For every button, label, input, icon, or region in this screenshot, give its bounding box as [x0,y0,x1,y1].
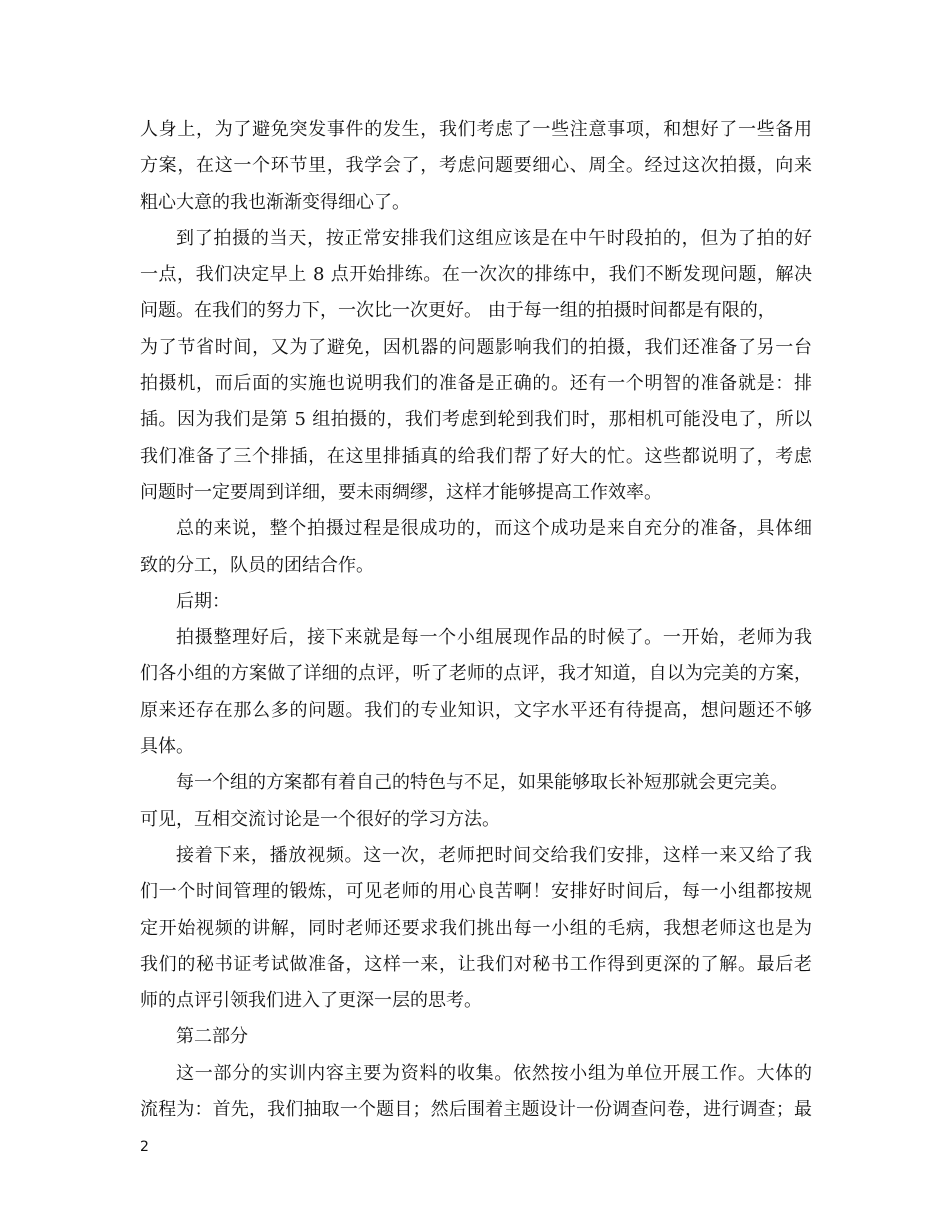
text-line: 粗心大意的我也渐渐变得细心了。 [140,191,410,213]
text-line: 到了拍摄的当天，按正常安排我们这组应该是在中午时段拍的，但为了拍的好 [176,227,812,249]
text-line: 们各小组的方案做了详细的点评，听了老师的点评，我才知道，自以为完美的方案， [140,663,812,685]
text-line: 为了节省时间，又为了避免，因机器的问题影响我们的拍摄，我们还准备了另一台 [140,336,812,358]
text-line: 拍摄机，而后面的实施也说明我们的准备是正确的。还有一个明智的准备就是：排 [140,373,812,395]
text-line: 我们准备了三个排插，在这里排插真的给我们帮了好大的忙。这些都说明了，考虑 [140,445,812,467]
text-line: 师的点评引领我们进入了更深一层的思考。 [140,990,482,1012]
text-line: 们一个时间管理的锻炼，可见老师的用心良苦啊！安排好时间后，每一小组都按规 [140,881,812,903]
text-line: 流程为：首先，我们抽取一个题目；然后围着主题设计一份调查问卷，进行调查；最 [140,1099,812,1121]
text-line: 我们的秘书证考试做准备，这样一来，让我们对秘书工作得到更深的了解。最后老 [140,953,812,975]
text-line: 拍摄整理好后，接下来就是每一个小组展现作品的时候了。一开始，老师为我 [176,627,812,649]
text-line: 每一个组的方案都有着自己的特色与不足，如果能够取长补短那就会更完美。 [176,772,788,794]
text-line: 可见，互相交流讨论是一个很好的学习方法。 [140,808,500,830]
text-line: 方案，在这一个环节里，我学会了，考虑问题要细心、周全。经过这次拍摄，向来 [140,155,812,177]
text-line: 后期： [176,590,230,612]
page-number: 2 [140,1139,149,1155]
text-line: 人身上，为了避免突发事件的发生，我们考虑了一些注意事项，和想好了一些备用 [140,119,812,140]
text-line: 具体。 [140,736,194,758]
text-line: 总的来说，整个拍摄过程是很成功的，而这个成功是来自充分的准备，具体细 [176,518,812,540]
text-line: 插。因为我们是第 5 组拍摄的，我们考虑到轮到我们时，那相机可能没电了，所以 [140,409,812,431]
text-line: 原来还存在那么多的问题。我们的专业知识，文字水平还有待提高，想问题还不够 [140,699,812,721]
text-line: 致的分工，队员的团结合作。 [140,554,374,576]
text-line: 问题。在我们的努力下，一次比一次更好。 由于每一组的拍摄时间都是有限的， [140,300,776,322]
document-body [140,112,812,1128]
text-line: 定开始视频的讲解，同时老师还要求我们挑出每一小组的毛病，我想老师这也是为 [140,917,812,939]
text-line: 第二部分 [176,1026,248,1048]
text-line: 一点，我们决定早上 8 点开始排练。在一次次的排练中，我们不断发现问题，解决 [140,264,812,286]
text-line: 问题时一定要周到详细，要未雨绸缪，这样才能够提高工作效率。 [140,481,662,503]
text-line: 接着下来，播放视频。这一次，老师把时间交给我们安排，这样一来又给了我 [176,844,812,866]
text-line: 这一部分的实训内容主要为资料的收集。依然按小组为单位开展工作。大体的 [176,1062,812,1084]
